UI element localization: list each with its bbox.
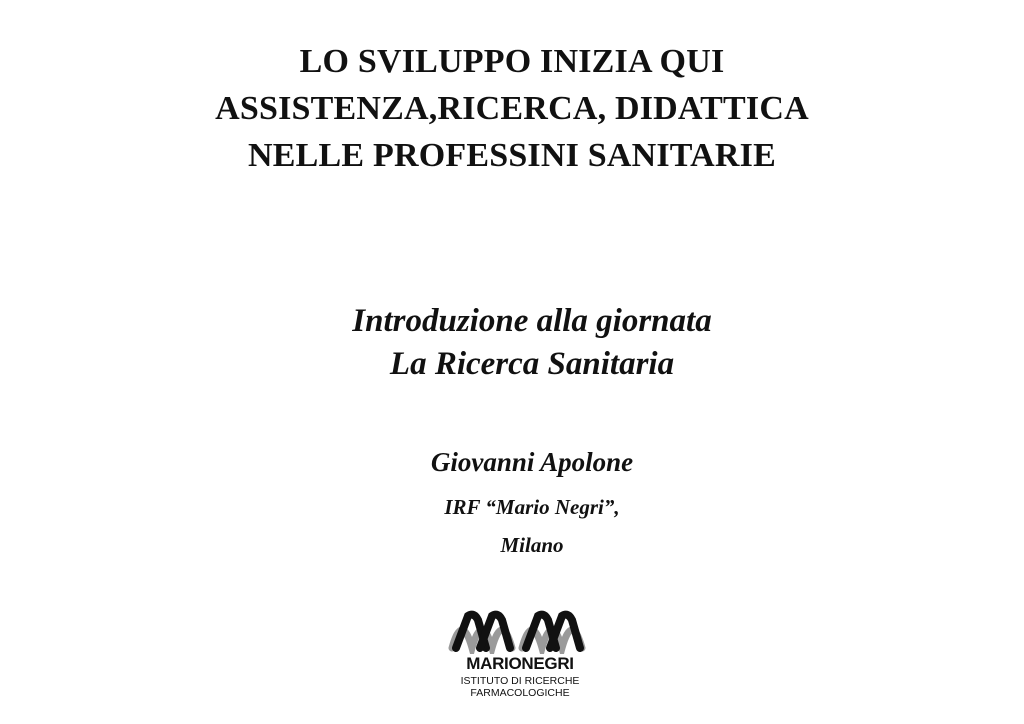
affiliation-institute: IRF “Mario Negri”,: [444, 495, 620, 519]
logo-subtitle-line-2: FARMACOLOGICHE: [470, 687, 570, 699]
dna-helix-icon: [446, 608, 594, 654]
slide-title: [0, 38, 1024, 179]
title-line-1: LO SVILUPPO INIZIA QUI: [299, 43, 725, 80]
title-line-3: NELLE PROFESSINI SANITARIE: [248, 137, 776, 174]
title-line-2: ASSISTENZA,RICERCA, DIDATTICA: [215, 90, 809, 127]
affiliation-city: Milano: [500, 533, 564, 557]
subtitle-line-2: La Ricerca Sanitaria: [389, 346, 675, 382]
mario-negri-logo: [446, 608, 594, 720]
author-affiliation: [40, 492, 1024, 568]
logo-subtitle-line-1: ISTITUTO DI RICERCHE: [460, 675, 580, 687]
slide-subtitle: [40, 300, 1024, 386]
subtitle-line-1: Introduzione alla giornata: [352, 303, 712, 339]
logo-name: MARIONEGRI: [466, 654, 574, 673]
author-name: Giovanni Apolone: [430, 447, 634, 477]
